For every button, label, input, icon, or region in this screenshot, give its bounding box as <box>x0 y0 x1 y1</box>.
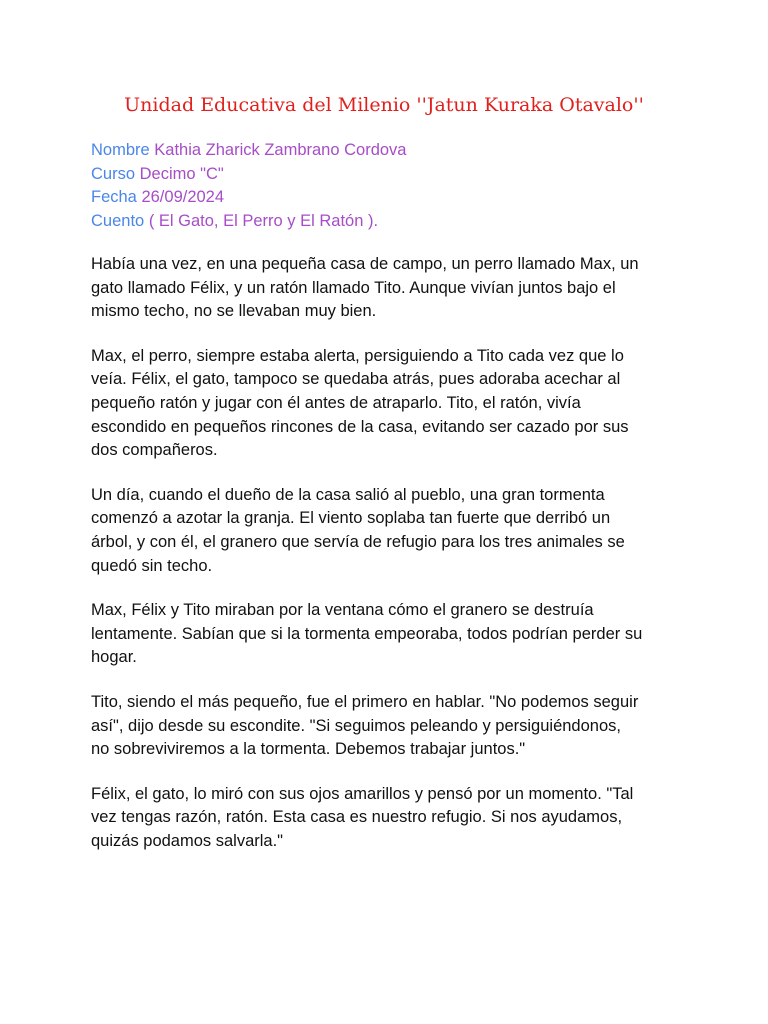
meta-line-nombre <box>91 139 406 163</box>
meta-label-cuento: Cuento <box>91 211 145 230</box>
meta-label-nombre: Nombre <box>91 141 150 159</box>
story-paragraph: Max, el perro, siempre estaba alerta, persiguiendo a Tito cada vez que lo veía. Félix, el gato, tampoco se quedaba atrás, pues adoraba acechar al pequeño ratón y jugar con él antes de atraparlo. Tito, el ratón, vivía escondido en pequeños rincones de la casa, evitando ser cazado por sus dos compañeros. <box>91 346 629 460</box>
story-paragraph: Tito, siendo el más pequeño, fue el primero en hablar. "No podemos seguir así", dijo desde su escondite. "Si seguimos peleando y persiguiéndonos, no sobreviviremos a la tormenta. Debemos trabajar juntos." <box>91 692 639 759</box>
story-body <box>91 253 689 874</box>
meta-value-fecha: 26/09/2024 <box>141 188 225 206</box>
student-info <box>91 139 406 233</box>
meta-line-fecha <box>91 186 406 210</box>
story-paragraph: Un día, cuando el dueño de la casa salió al pueblo, una gran tormenta comenzó a azotar la granja. El viento soplaba tan fuerte que derribó un árbol, y con él, el granero que servía de refugio para los tres animales se quedó sin techo. <box>91 485 625 575</box>
meta-value-cuento: ( El Gato, El Perro y El Ratón ). <box>148 211 379 230</box>
story-paragraph: Félix, el gato, lo miró con sus ojos amarillos y pensó por un momento. "Tal vez tengas razón, ratón. Esta casa es nuestro refugio. Si nos ayudamos, quizás podamos salvarla." <box>91 784 634 850</box>
meta-line-cuento <box>91 210 406 234</box>
school-title: Unidad Educativa del Milenio ''Jatun Kuraka Otavalo'' <box>124 94 644 116</box>
story-paragraph: Max, Félix y Tito miraban por la ventana cómo el granero se destruía lentamente. Sabían que si la tormenta empeoraba, todos podrían perder su hogar. <box>91 601 643 667</box>
meta-value-curso: Decimo "C" <box>139 164 224 183</box>
story-paragraph: Había una vez, en una pequeña casa de campo, un perro llamado Max, un gato llamado Félix, y un ratón llamado Tito. Aunque vivían juntos bajo el mismo techo, no se llevaban muy bien. <box>91 255 639 321</box>
meta-label-curso: Curso <box>91 164 136 183</box>
meta-label-fecha: Fecha <box>91 188 137 206</box>
meta-value-nombre: Kathia Zharick Zambrano Cordova <box>154 141 407 159</box>
meta-line-curso <box>91 163 406 187</box>
